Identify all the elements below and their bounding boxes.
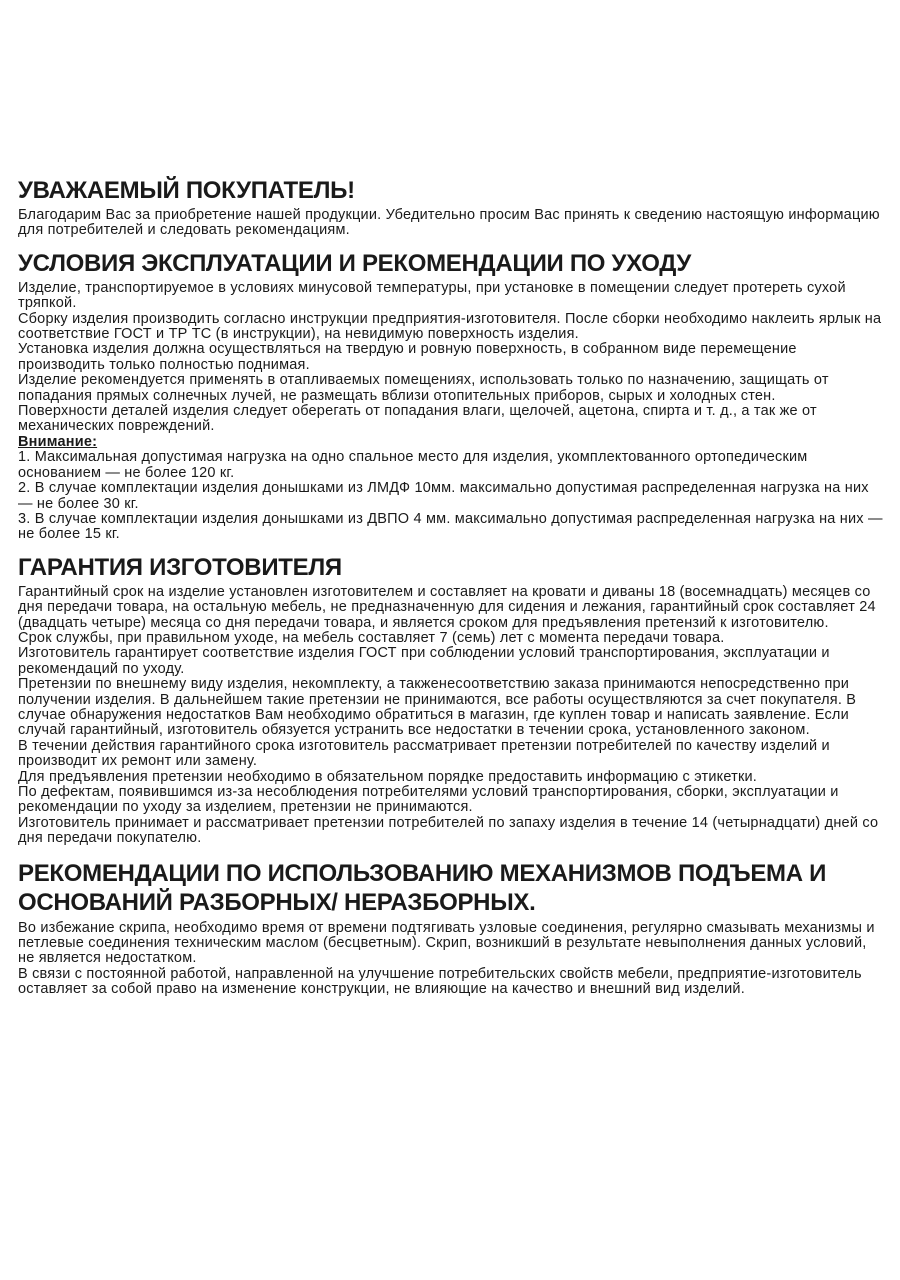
paragraph: В течении действия гарантийного срока изготовитель рассматривает претензии потребителей по качеству изделий и производит их ремонт или замену. — [18, 737, 830, 770]
heading-dear-customer: УВАЖАЕМЫЙ ПОКУПАТЕЛЬ! — [18, 177, 355, 204]
paragraph: По дефектам, появившимся из-за несоблюдения потребителями условий транспортирования, сборки, эксплуатации и рекомендации по уходу за изделием, претензии не принимаются. — [18, 784, 839, 816]
paragraph: Сборку изделия производить согласно инструкции предприятия-изготовителя. После сборки необходимо наклеить ярлык на соответствие ГОСТ и ТР ТС (в инструкции), на невидимую поверхность изделия. — [18, 310, 882, 343]
paragraph: Изготовитель гарантирует соответствие изделия ГОСТ при соблюдении условий транспортирования, эксплуатации и рекомендаций по уходу. — [18, 645, 830, 677]
section-warranty — [18, 555, 886, 847]
paragraph: Претензии по внешнему виду изделия, некомплекту, а такженесоответствию заказа принимаются непосредственно при получении изделия. В дальнейшем такие претензии не принимаются, все работы осуществляются за счет покупателя. В случае обнаружения недостатков Вам необходимо обратиться в магазин, где куплен товар и написать заявление. Если случай гарантийный, изготовитель обязуется устранить все недостатки в течении срока, установленного законом. — [18, 676, 857, 739]
paragraph: Во избежание скрипа, необходимо время от времени подтягивать узловые соединения, регулярно смазывать механизмы и петлевые соединения техническим маслом (бесцветным). Скрип, возникший в результате невыполнения данных условий, не является недостатком. — [18, 919, 875, 967]
attention-item: 2. В случае комплектации изделия донышками из ЛМДФ 10мм. максимально допустимая распределенная нагрузка на них — не более 30 кг. — [18, 480, 869, 512]
attention-item: 3. В случае комплектации изделия донышками из ДВПО 4 мм. максимально допустимая распределенная нагрузка на них — не более 15 кг. — [18, 510, 883, 543]
paragraph: В связи с постоянной работой, направленной на улучшение потребительских свойств мебели, предприятие-изготовитель оставляет за собой право на изменение конструкции, не влияющие на качество и внешний вид изделий. — [18, 965, 862, 998]
heading-mechanisms: РЕКОМЕНДАЦИИ ПО ИСПОЛЬЗОВАНИЮ МЕХАНИЗМОВ ПОДЪЕМА И ОСНОВАНИЙ РАЗБОРНЫХ/ НЕРАЗБОРНЫХ. — [18, 859, 827, 916]
paragraph: Изготовитель принимает и рассматривает претензии потребителей по запаху изделия в течение 14 (четырнадцати) дней со дня передачи покупателю. — [18, 814, 879, 847]
paragraph: Для предъявления претензии необходимо в обязательном порядке предоставить информацию с этикетки. — [18, 768, 758, 785]
heading-usage-care: УСЛОВИЯ ЭКСПЛУАТАЦИИ И РЕКОМЕНДАЦИИ ПО УХОДУ — [18, 249, 692, 277]
paragraph: Изделие, транспортируемое в условиях минусовой температуры, при установке в помещении следует протереть сухой тряпкой. — [18, 279, 846, 312]
paragraph: Поверхности деталей изделия следует оберегать от попадания влаги, щелочей, ацетона, спирта и т. д., а так же от механических повреждений. — [18, 403, 817, 435]
paragraph: Изделие рекомендуется применять в отапливаемых помещениях, использовать только по назначению, защищать от попадания прямых солнечных лучей, не размещать вблизи отопительных приборов, сырых и холодных стен. — [18, 372, 829, 404]
paragraph: Установка изделия должна осуществляться на твердую и ровную поверхность, в собранном виде перемещение производить только полностью поднимая. — [18, 341, 797, 373]
attention-item: 1. Максимальная допустимая нагрузка на одно спальное место для изделия, укомплектованного ортопедическим основанием — не более 120 кг. — [18, 449, 808, 481]
paragraph: Срок службы, при правильном уходе, на мебель составляет 7 (семь) лет с момента передачи товара. — [18, 629, 725, 646]
section-usage-care — [18, 251, 886, 543]
heading-warranty: ГАРАНТИЯ ИЗГОТОВИТЕЛЯ — [18, 553, 342, 581]
attention-label: Внимание: — [18, 433, 98, 450]
section-mechanisms — [18, 859, 886, 998]
paragraph: Гарантийный срок на изделие установлен изготовителем и составляет на кровати и диваны 18 (восемнадцать) месяцев со дня передачи товара, на остальную мебель, не предназначенную для сидения и лежания, гарантийный срок составляет 24 (двадцать четыре) месяца со дня передачи товара, и является сроком для предъявления претензий к изготовителю. — [18, 583, 876, 631]
paragraph: Благодарим Вас за приобретение нашей продукции. Убедительно просим Вас принять к сведению настоящую информацию для потребителей и следовать рекомендациям. — [18, 207, 880, 239]
section-dear-customer — [18, 178, 886, 239]
